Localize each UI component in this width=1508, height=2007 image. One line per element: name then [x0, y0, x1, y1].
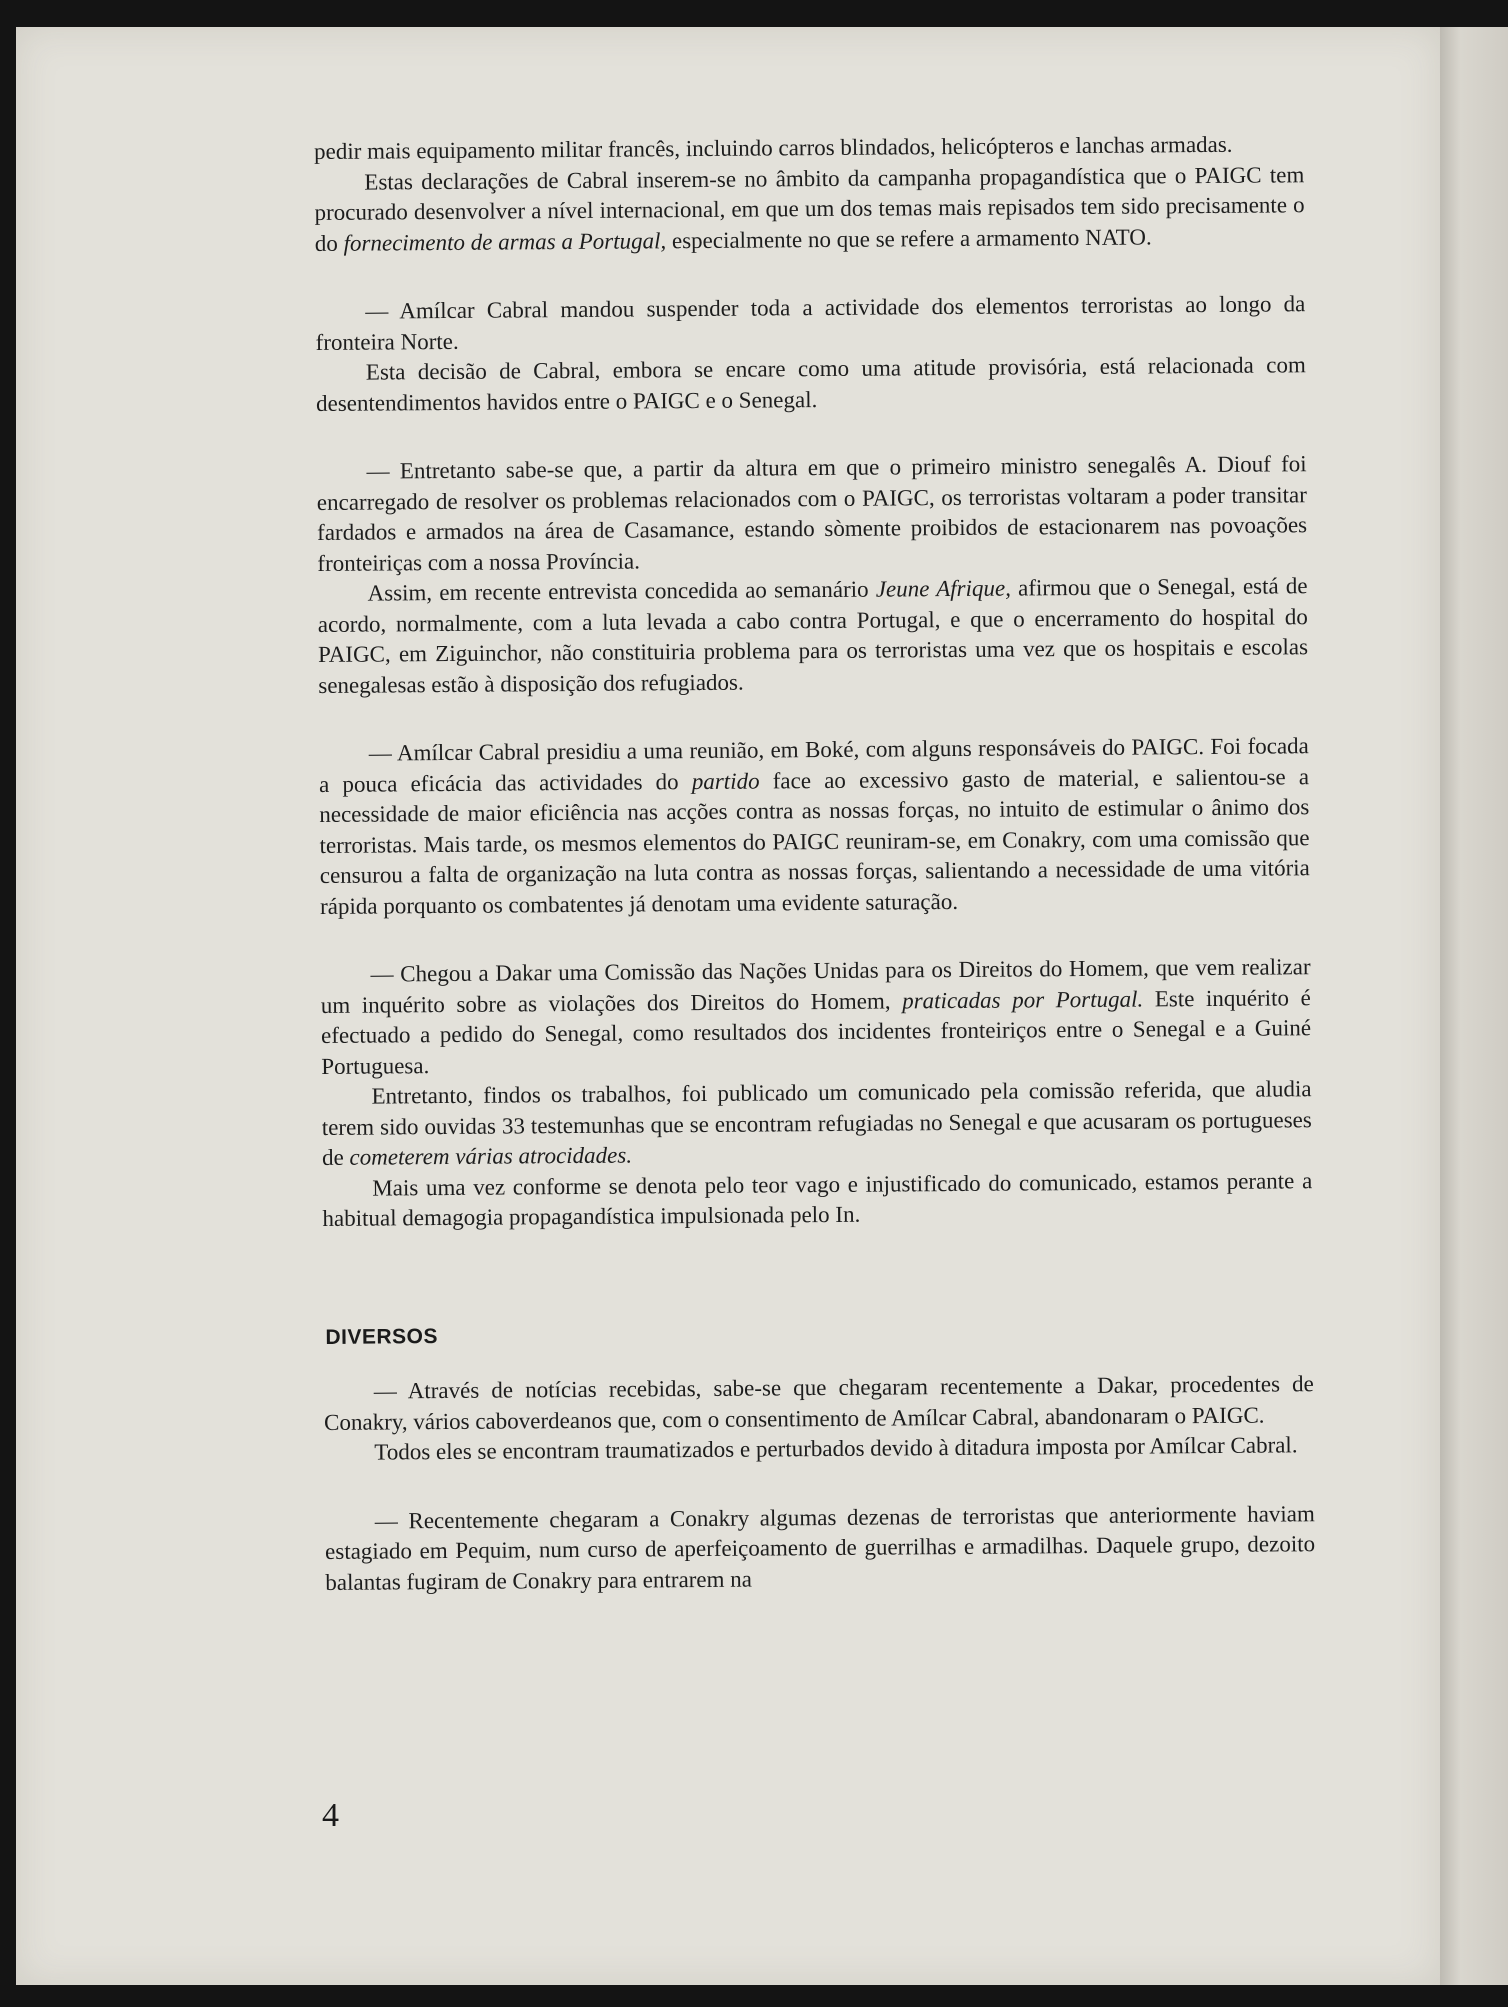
- paragraph: [325, 1499, 1316, 1598]
- paragraph: [319, 731, 1310, 922]
- section-spacer: [323, 1227, 1314, 1323]
- text-segment: Entretanto, findos os trabalhos, foi publicado um comunicado pela comissão referida, que aludia terem sido ouvidas 33 testemunhas que se encontram refugiadas no Senegal e que acusaram os portugueses de: [321, 1076, 1312, 1170]
- text-segment: Assim, em recente entrevista concedida ao semanário: [367, 576, 876, 606]
- text-segment: — Recentemente chegaram a Conakry algumas dezenas de terroristas que anteriormente haviam estagiado em Pequim, num curso de aperfeiçoamento de guerrilhas e armadilhas. Daquele grupo, dezoito balantas fugiram de Conakry para entrarem na: [325, 1500, 1316, 1595]
- paragraph: [320, 952, 1311, 1082]
- page-edge: [1440, 27, 1508, 1985]
- italic-text: cometerem várias atrocidades.: [349, 1142, 633, 1170]
- italic-text: Jeune Afrique,: [875, 575, 1011, 602]
- text-segment: Estas declarações de Cabral inserem-se no âmbito da campanha propagandística que o PAIGC tem procurado desenvolver a nível internacional, em que um dos temas mais repisados tem sido precisamente o do: [314, 161, 1305, 256]
- paragraph: [321, 1074, 1312, 1173]
- page-text: [314, 129, 1315, 1598]
- paragraph: [322, 1166, 1312, 1235]
- text-segment: Todos eles se encontram traumatizados e perturbados devido à ditadura imposta por Amílcar Cabral.: [374, 1432, 1298, 1465]
- text-segment: — Amílcar Cabral mandou suspender toda a actividade dos elementos terroristas ao longo da fronteira Norte.: [315, 291, 1306, 355]
- paragraph: [324, 1369, 1314, 1438]
- text-segment: Este inquérito é efectuado a pedido do Senegal, como resultados dos incidentes fronteiriços entre o Senegal e a Guiné Portuguesa.: [320, 984, 1312, 1079]
- paragraph: [315, 289, 1305, 358]
- italic-text: partido: [691, 768, 760, 794]
- body-text-bottom: [324, 1369, 1316, 1598]
- text-segment: — Através de notícias recebidas, sabe-se que chegaram recentemente a Dakar, procedentes de Conakry, vários caboverdeanos que, com o consentimento de Amílcar Cabral, abandonaram o PAIGC.: [323, 1371, 1314, 1435]
- body-text-top: [314, 129, 1313, 1234]
- text-segment: — Chegou a Dakar uma Comissão das Nações Unidas para os Direitos do Homem, que vem realizar um inquérito sobre as violações dos Direitos do Homem,: [320, 954, 1311, 1018]
- text-segment: especialmente no que se refere a armamento NATO.: [666, 223, 1152, 253]
- page-number: 4: [322, 1797, 339, 1834]
- text-segment: — Entretanto sabe-se que, a partir da altura em que o primeiro ministro senegalês A. Diouf foi encarregado de resolver os problemas relacionados com o PAIGC, os terroristas voltaram a poder transitar fardados e armados na área de Casamance, estando sòmente proibidos de estacionarem nas povoações fronteiriças com a nossa Província.: [316, 451, 1308, 576]
- italic-text: praticadas por Portugal.: [902, 986, 1144, 1013]
- paragraph: [314, 160, 1305, 259]
- text-segment: face ao excessivo gasto de material, e salientou-se a necessidade de maior eficiência nas acções contra as nossas forças, no intuito de estimular o ânimo dos terroristas. Mais tarde, os mesmos elementos do PAIGC reuniram-se, em Conakry, com uma comissão que censurou a falta de organização na luta contra as nossas forças, salientando a necessidade de uma vitória rápida porquanto os combatentes já denotam uma evidente saturação.: [319, 763, 1310, 919]
- text-segment: Esta decisão de Cabral, embora se encare como uma atitude provisória, está relacionada com desentendimentos havidos entre o PAIGC e o Senegal.: [315, 352, 1306, 416]
- text-segment: afirmou que o Senegal, está de acordo, normalmente, com a luta levada a cabo contra Portugal, e que o encerramento do hospital do PAIGC, em Ziguinchor, não constituiria problema para os terroristas uma vez que os hospitais e escolas senegalesas estão à disposição dos refugiados.: [317, 573, 1309, 698]
- section-heading: DIVERSOS: [325, 1324, 439, 1349]
- italic-text: fornecimento de armas a Portugal,: [343, 227, 667, 256]
- text-segment: Mais uma vez conforme se denota pelo teor vago e injustificado do comunicado, estamos perante a habitual demagogia propagandística impulsionada pelo In.: [322, 1167, 1313, 1231]
- paragraph: [317, 571, 1308, 701]
- paragraph: [317, 449, 1308, 579]
- paragraph: [316, 350, 1306, 419]
- text-segment: pedir mais equipamento militar francês, incluindo carros blindados, helicópteros e lanchas armadas.: [314, 131, 1233, 164]
- text-segment: — Amílcar Cabral presidiu a uma reunião, em Boké, com alguns responsáveis do PAIGC. Foi focada a pouca eficácia das actividades do: [318, 733, 1309, 797]
